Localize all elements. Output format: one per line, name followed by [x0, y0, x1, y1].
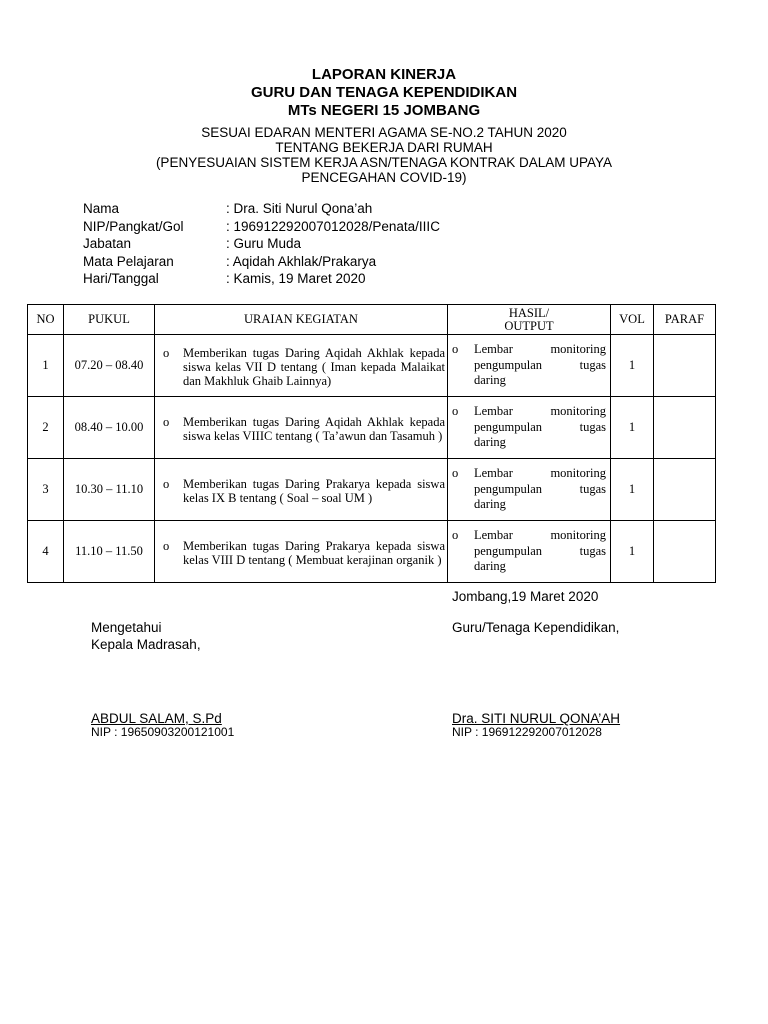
header-vol: VOL	[611, 305, 654, 335]
uraian-text: Memberikan tugas Daring Prakarya kepada siswa kelas IX B tentang ( Soal – soal UM )	[183, 476, 445, 505]
table-header-row	[28, 305, 716, 335]
info-value: : 196912292007012028/Penata/IIIC	[226, 218, 440, 234]
header-hasil-line2: OUTPUT	[504, 318, 554, 333]
cell-vol: 1	[611, 459, 654, 521]
header-hasil-line1: HASIL/	[508, 305, 550, 320]
cell-hasil	[448, 521, 611, 583]
activity-table	[27, 304, 716, 583]
bullet-icon: o	[452, 466, 459, 481]
info-row-jabatan	[83, 235, 440, 253]
info-value: : Aqidah Akhlak/Prakarya	[226, 253, 377, 269]
headmaster-role: Kepala Madrasah,	[91, 637, 201, 652]
hasil-text: Lembar monitoring pengumpulan tugas daring	[474, 528, 606, 574]
cell-paraf	[654, 335, 716, 397]
hasil-text: Lembar monitoring pengumpulan tugas daring	[474, 466, 606, 512]
uraian-text: Memberikan tugas Daring Prakarya kepada siswa kelas VIII D tentang ( Membuat kerajinan organik )	[183, 538, 445, 567]
uraian-text: Memberikan tugas Daring Aqidah Akhlak kepada siswa kelas VIIIC tentang ( Ta’awun dan Tasamuh )	[183, 414, 445, 443]
cell-pukul: 07.20 – 08.40	[64, 335, 155, 397]
info-label: Nama	[83, 201, 120, 216]
bullet-icon: o	[452, 528, 459, 543]
table-row	[28, 335, 716, 397]
identity-block	[83, 200, 440, 288]
header-hasil	[448, 305, 611, 335]
headmaster-name: ABDUL SALAM, S.Pd	[91, 711, 222, 726]
bullet-icon: o	[452, 342, 459, 357]
cell-hasil	[448, 397, 611, 459]
hasil-text: Lembar monitoring pengumpulan tugas daring	[474, 404, 606, 450]
place-date: Jombang,19 Maret 2020	[452, 589, 599, 604]
subtitle-line3: (PENYESUAIAN SISTEM KERJA ASN/TENAGA KONTRAK DALAM UPAYA	[155, 155, 613, 170]
cell-paraf	[654, 459, 716, 521]
subtitle-line4: PENCEGAHAN COVID-19)	[301, 170, 467, 185]
cell-pukul: 08.40 – 10.00	[64, 397, 155, 459]
cell-paraf	[654, 397, 716, 459]
info-label: NIP/Pangkat/Gol	[83, 218, 184, 234]
teacher-role: Guru/Tenaga Kependidikan,	[452, 620, 620, 635]
bullet-icon: o	[452, 404, 459, 419]
info-value: : Kamis, 19 Maret 2020	[226, 271, 366, 286]
cell-uraian	[155, 335, 448, 397]
bullet-icon: o	[163, 345, 170, 360]
info-label: Mata Pelajaran	[83, 253, 174, 269]
school-name: MTs NEGERI 15 JOMBANG	[287, 102, 481, 119]
bullet-icon: o	[163, 476, 170, 491]
table-row	[28, 397, 716, 459]
cell-vol: 1	[611, 397, 654, 459]
cell-hasil	[448, 335, 611, 397]
header-uraian: URAIAN KEGIATAN	[155, 305, 448, 335]
cell-uraian	[155, 397, 448, 459]
report-title: LAPORAN KINERJA	[311, 66, 457, 83]
info-value: : Guru Muda	[226, 236, 302, 251]
header-paraf: PARAF	[654, 305, 716, 335]
cell-no: 3	[28, 459, 64, 521]
cell-uraian	[155, 521, 448, 583]
header-pukul: PUKUL	[64, 305, 155, 335]
info-row-mapel	[83, 253, 440, 271]
bullet-icon: o	[163, 538, 170, 553]
cell-no: 4	[28, 521, 64, 583]
headmaster-nip: NIP : 19650903200121001	[91, 725, 235, 739]
info-row-nama	[83, 200, 440, 218]
cell-paraf	[654, 521, 716, 583]
table-row	[28, 521, 716, 583]
info-value: : Dra. Siti Nurul Qona’ah	[226, 201, 373, 216]
report-title-line2: GURU DAN TENAGA KEPENDIDIKAN	[250, 84, 518, 101]
cell-no: 1	[28, 335, 64, 397]
teacher-nip: NIP : 196912292007012028	[452, 725, 602, 739]
bullet-icon: o	[163, 414, 170, 429]
cell-vol: 1	[611, 521, 654, 583]
uraian-text: Memberikan tugas Daring Aqidah Akhlak kepada siswa kelas VII D tentang ( Iman kepada Malaikat dan Makhluk Ghaib Lainnya)	[183, 345, 445, 388]
cell-uraian	[155, 459, 448, 521]
subtitle-line2: TENTANG BEKERJA DARI RUMAH	[275, 140, 493, 155]
subtitle-line1: SESUAI EDARAN MENTERI AGAMA SE-NO.2 TAHUN 2020	[201, 125, 567, 140]
hasil-text: Lembar monitoring pengumpulan tugas daring	[474, 342, 606, 388]
cell-hasil	[448, 459, 611, 521]
cell-vol: 1	[611, 335, 654, 397]
cell-pukul: 11.10 – 11.50	[64, 521, 155, 583]
info-row-nip	[83, 218, 440, 236]
header-no: NO	[28, 305, 64, 335]
cell-pukul: 10.30 – 11.10	[64, 459, 155, 521]
teacher-name: Dra. SITI NURUL QONA’AH	[452, 711, 621, 726]
cell-no: 2	[28, 397, 64, 459]
table-row	[28, 459, 716, 521]
info-label: Jabatan	[83, 236, 132, 251]
info-label: Hari/Tanggal	[83, 271, 159, 286]
info-row-tanggal	[83, 270, 440, 288]
acknowledged-label: Mengetahui	[91, 620, 162, 635]
